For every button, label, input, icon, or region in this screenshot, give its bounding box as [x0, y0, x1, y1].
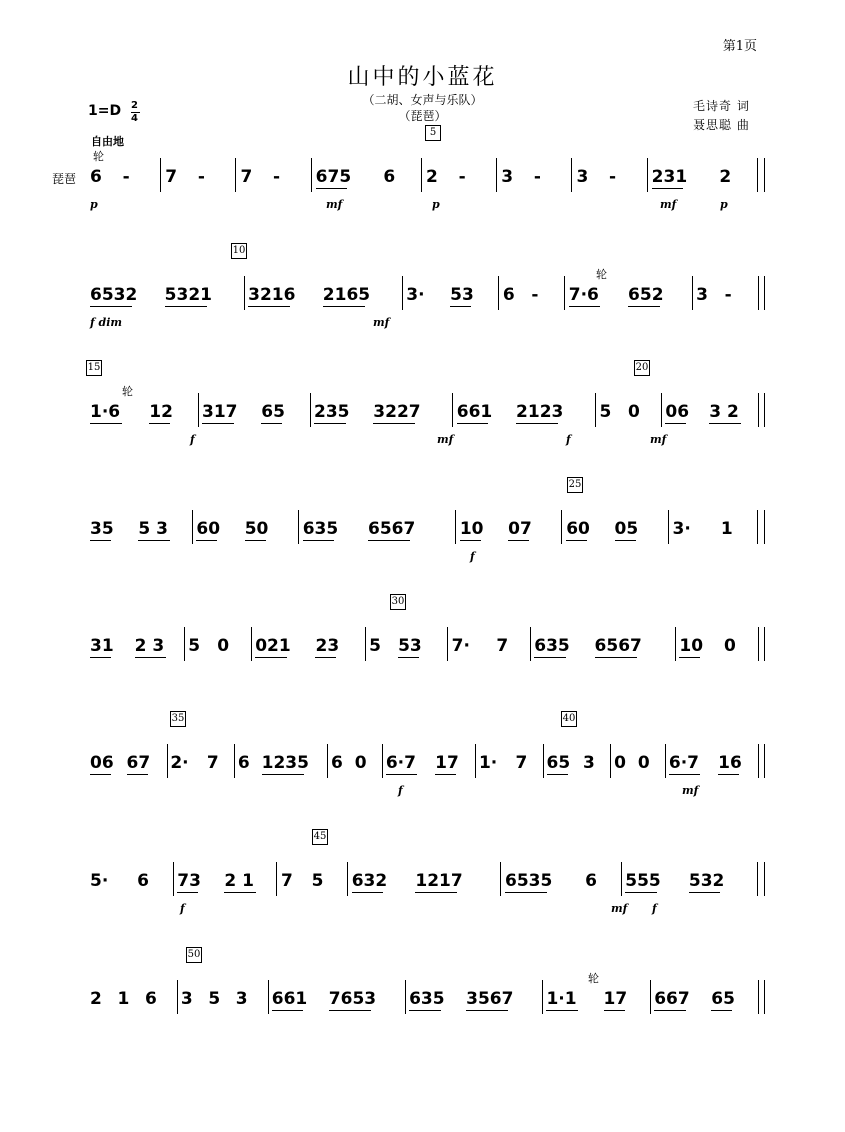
dynamic-marking: f: [652, 902, 657, 915]
barline: [668, 510, 669, 544]
note-group: 635: [534, 636, 570, 656]
barline: [757, 510, 758, 544]
barline: [610, 744, 611, 778]
note-group: 0: [614, 753, 626, 773]
beam-underline: [90, 423, 122, 424]
note-group: -: [609, 167, 617, 187]
beam-underline: [460, 540, 481, 541]
barline: [758, 393, 759, 427]
note-group: 5321: [164, 285, 212, 305]
note-group: 60: [196, 519, 221, 539]
beam-underline: [654, 1010, 686, 1011]
beam-underline: [368, 540, 410, 541]
beam-underline: [316, 188, 348, 189]
barline: [564, 276, 565, 310]
barline: [764, 862, 765, 896]
beam-underline: [466, 1010, 508, 1011]
beam-underline: [127, 774, 148, 775]
note-group: 12: [149, 402, 173, 422]
beam-underline: [546, 1010, 578, 1011]
note-group: 5: [208, 989, 221, 1009]
note-group: 3: [501, 167, 514, 187]
beam-underline: [314, 423, 346, 424]
note-group: -: [122, 167, 130, 187]
note-group: 3: [235, 989, 248, 1009]
dynamic-marking: f: [398, 784, 403, 797]
barline: [310, 393, 311, 427]
note-group: 2 3: [134, 636, 165, 656]
note-group: 6·7: [668, 753, 699, 773]
note-group: 1·1: [546, 989, 577, 1009]
barline: [311, 158, 312, 192]
beam-underline: [625, 892, 657, 893]
note-group: 021: [255, 636, 291, 656]
note-group: 2: [426, 167, 438, 187]
note-group: 1·6: [90, 402, 121, 422]
note-group: 73: [177, 871, 201, 891]
note-group: 07: [508, 519, 532, 539]
barline: [421, 158, 422, 192]
beam-underline: [689, 892, 721, 893]
note-group: 6567: [367, 519, 416, 539]
note-group: 60: [566, 519, 590, 539]
beam-underline: [435, 774, 456, 775]
note-group: 0: [724, 636, 736, 656]
barline: [365, 627, 366, 661]
barline: [764, 510, 765, 544]
beam-underline: [604, 1010, 625, 1011]
note-group: 7: [240, 167, 253, 187]
dynamic-marking: f dim: [90, 316, 123, 329]
note-group: 6535: [504, 871, 553, 891]
note-group: 231: [651, 167, 688, 187]
beam-underline: [709, 423, 741, 424]
technique-marking: 轮: [596, 268, 607, 281]
beam-underline: [138, 540, 170, 541]
measure-number: 50: [186, 947, 202, 963]
beam-underline: [457, 423, 489, 424]
note-group: 06: [90, 753, 114, 773]
barline: [650, 980, 651, 1014]
barline: [561, 510, 562, 544]
beam-underline: [315, 657, 336, 658]
beam-underline: [595, 657, 637, 658]
instrument-label: 琵琶: [52, 172, 77, 186]
dynamic-marking: p: [432, 198, 440, 211]
note-group: 3: [583, 753, 595, 773]
note-group: 2: [719, 167, 732, 187]
barline: [500, 862, 501, 896]
note-group: 10: [679, 636, 704, 656]
beam-underline: [177, 892, 198, 893]
note-group: 5·: [90, 871, 109, 891]
note-group: 23: [315, 636, 340, 656]
note-group: 35: [90, 519, 114, 539]
lyricist-credit: 毛诗奇 词: [693, 99, 750, 113]
beam-underline: [261, 423, 282, 424]
barline: [244, 276, 245, 310]
barline: [455, 510, 456, 544]
note-group: 05: [614, 519, 639, 539]
note-group: 3567: [466, 989, 514, 1009]
barline: [764, 744, 765, 778]
measure-number: 40: [561, 711, 577, 727]
note-group: 50: [244, 519, 269, 539]
barline: [498, 276, 499, 310]
beam-underline: [534, 657, 566, 658]
note-group: 1235: [261, 753, 309, 773]
note-group: 5: [599, 402, 612, 422]
beam-underline: [224, 892, 256, 893]
dynamic-marking: mf: [682, 784, 699, 797]
beam-underline: [165, 306, 207, 307]
dynamic-marking: mf: [660, 198, 677, 211]
barline: [764, 393, 765, 427]
note-group: 3: [576, 167, 589, 187]
beam-underline: [505, 892, 547, 893]
beam-underline: [386, 774, 418, 775]
note-group: 3: [696, 285, 708, 305]
note-group: 7: [280, 871, 293, 891]
barline: [452, 393, 453, 427]
note-group: 317: [202, 402, 238, 422]
note-group: 53: [398, 636, 422, 656]
beam-underline: [272, 1010, 304, 1011]
barline: [276, 862, 277, 896]
note-group: -: [531, 285, 539, 305]
beam-underline: [711, 1010, 732, 1011]
note-group: 65: [711, 989, 735, 1009]
barline: [665, 744, 666, 778]
note-group: 6: [502, 285, 515, 305]
beam-underline: [245, 540, 266, 541]
barline: [184, 627, 185, 661]
note-group: 3·: [406, 285, 425, 305]
barline: [571, 158, 572, 192]
measure-number: 5: [425, 125, 441, 141]
measure-number: 45: [312, 829, 328, 845]
barline: [543, 744, 544, 778]
note-group: 7653: [328, 989, 377, 1009]
note-group: 53: [450, 285, 474, 305]
note-group: 2165: [322, 285, 371, 305]
technique-marking: 轮: [588, 972, 599, 985]
beam-underline: [508, 540, 529, 541]
barline: [757, 158, 758, 192]
beam-underline: [669, 774, 701, 775]
measure-number: 25: [567, 477, 583, 493]
technique-marking: 轮: [122, 385, 133, 398]
barline: [173, 862, 174, 896]
beam-underline: [718, 774, 739, 775]
note-group: 10: [459, 519, 484, 539]
note-group: 3216: [248, 285, 296, 305]
note-group: 661: [271, 989, 308, 1009]
dynamic-marking: mf: [326, 198, 343, 211]
note-group: 3·: [672, 519, 691, 539]
note-group: 6: [237, 753, 250, 773]
dynamic-marking: mf: [437, 433, 454, 446]
note-group: 635: [409, 989, 445, 1009]
subtitle: （二胡、女声与乐队）: [362, 93, 483, 107]
beam-underline: [415, 892, 457, 893]
measure-number: 10: [231, 243, 247, 259]
note-group: 7: [515, 753, 528, 773]
note-group: -: [273, 167, 281, 187]
dynamic-marking: f: [566, 433, 571, 446]
note-group: 7: [165, 167, 178, 187]
barline: [382, 744, 383, 778]
barline: [192, 510, 193, 544]
barline: [177, 980, 178, 1014]
note-group: 16: [718, 753, 742, 773]
beam-underline: [329, 1010, 371, 1011]
note-group: 67: [126, 753, 151, 773]
measure-number: 20: [634, 360, 650, 376]
note-group: -: [197, 167, 205, 187]
beam-underline: [262, 774, 304, 775]
barline: [661, 393, 662, 427]
note-group: 5 3: [138, 519, 168, 539]
note-group: -: [533, 167, 541, 187]
note-group: 31: [90, 636, 114, 656]
beam-underline: [450, 306, 471, 307]
barline: [595, 393, 596, 427]
note-group: 3227: [373, 402, 421, 422]
note-group: 1217: [415, 871, 463, 891]
note-group: 3 2: [709, 402, 739, 422]
dynamic-marking: mf: [373, 316, 390, 329]
barline: [167, 744, 168, 778]
barline: [758, 276, 759, 310]
beam-underline: [248, 306, 290, 307]
note-group: 1·: [478, 753, 498, 773]
barline: [160, 158, 161, 192]
beam-underline: [202, 423, 234, 424]
note-group: 0: [217, 636, 230, 656]
barline: [692, 276, 693, 310]
barline: [757, 862, 758, 896]
key-signature: 1=D: [88, 103, 122, 119]
note-group: 65: [261, 402, 285, 422]
barline: [758, 627, 759, 661]
note-group: 7·: [451, 636, 470, 656]
barline: [347, 862, 348, 896]
beam-underline: [303, 540, 335, 541]
note-group: 17: [603, 989, 628, 1009]
barline: [647, 158, 648, 192]
barline: [198, 393, 199, 427]
piece-title: 山中的小蓝花: [347, 65, 498, 90]
beam-underline: [196, 540, 217, 541]
barline: [530, 627, 531, 661]
note-group: 5: [369, 636, 381, 656]
beam-underline: [547, 774, 568, 775]
beam-underline: [90, 774, 111, 775]
note-group: 0: [637, 753, 650, 773]
beam-underline: [90, 657, 111, 658]
barline: [758, 744, 759, 778]
note-group: 652: [628, 285, 664, 305]
beam-underline: [352, 892, 384, 893]
note-group: 5: [188, 636, 201, 656]
note-group: 6567: [594, 636, 642, 656]
time-signature-numerator: 2: [131, 100, 138, 111]
barline: [447, 627, 448, 661]
barline: [251, 627, 252, 661]
dynamic-marking: p: [720, 198, 728, 211]
barline: [496, 158, 497, 192]
time-signature-denominator: 4: [131, 113, 138, 124]
note-group: 632: [351, 871, 388, 891]
beam-underline: [566, 540, 587, 541]
note-group: 1: [117, 989, 130, 1009]
note-group: 3: [180, 989, 193, 1009]
barline: [764, 276, 765, 310]
barline: [235, 158, 236, 192]
note-group: 635: [302, 519, 339, 539]
barline: [234, 744, 235, 778]
technique-marking: 轮: [93, 150, 104, 163]
measure-number: 30: [390, 594, 406, 610]
barline: [268, 980, 269, 1014]
beam-underline: [409, 1010, 441, 1011]
barline: [764, 158, 765, 192]
beam-underline: [628, 306, 660, 307]
dynamic-marking: f: [190, 433, 195, 446]
beam-underline: [90, 540, 111, 541]
beam-underline: [255, 657, 287, 658]
note-group: 7·6: [568, 285, 599, 305]
note-group: 5: [311, 871, 324, 891]
note-group: 2 1: [224, 871, 254, 891]
beam-underline: [679, 657, 700, 658]
beam-underline: [652, 188, 684, 189]
note-group: 2·: [170, 753, 189, 773]
barline: [675, 627, 676, 661]
barline: [298, 510, 299, 544]
note-group: 6: [90, 167, 102, 187]
note-group: 2: [90, 989, 102, 1009]
dynamic-marking: f: [470, 550, 475, 563]
part-name: （琵琶）: [398, 109, 447, 123]
note-group: 2123: [516, 402, 564, 422]
barline: [402, 276, 403, 310]
note-group: 7: [496, 636, 509, 656]
note-group: 6: [137, 871, 149, 891]
barline: [405, 980, 406, 1014]
note-group: 667: [654, 989, 690, 1009]
note-group: -: [458, 167, 466, 187]
dynamic-marking: p: [90, 198, 98, 211]
measure-number: 15: [86, 360, 102, 376]
note-group: 675: [315, 167, 352, 187]
note-group: 6532: [90, 285, 138, 305]
beam-underline: [398, 657, 419, 658]
note-group: 235: [314, 402, 350, 422]
beam-underline: [323, 306, 365, 307]
note-group: 6·7: [385, 753, 416, 773]
note-group: 555: [625, 871, 661, 891]
dynamic-marking: mf: [611, 902, 628, 915]
beam-underline: [615, 540, 636, 541]
beam-underline: [665, 423, 686, 424]
note-group: 65: [546, 753, 571, 773]
barline: [764, 627, 765, 661]
barline: [758, 980, 759, 1014]
barline: [327, 744, 328, 778]
note-group: -: [724, 285, 732, 305]
measure-number: 35: [170, 711, 186, 727]
note-group: 532: [688, 871, 725, 891]
barline: [621, 862, 622, 896]
note-group: 1: [720, 519, 733, 539]
note-group: 0: [628, 402, 640, 422]
beam-underline: [516, 423, 558, 424]
barline: [475, 744, 476, 778]
beam-underline: [149, 423, 170, 424]
page-number: 第1页: [722, 39, 757, 54]
composer-credit: 聂思聪 曲: [693, 118, 750, 132]
note-group: 7: [206, 753, 219, 773]
barline: [542, 980, 543, 1014]
note-group: 17: [435, 753, 459, 773]
note-group: 6: [144, 989, 157, 1009]
note-group: 661: [456, 402, 493, 422]
note-group: 6: [585, 871, 597, 891]
note-group: 6: [383, 167, 396, 187]
beam-underline: [569, 306, 601, 307]
dynamic-marking: f: [180, 902, 185, 915]
tempo-marking: 自由地: [91, 135, 124, 148]
dynamic-marking: mf: [650, 433, 667, 446]
note-group: 06: [665, 402, 690, 422]
note-group: 6: [331, 753, 343, 773]
beam-underline: [135, 657, 167, 658]
barline: [764, 980, 765, 1014]
note-group: 0: [354, 753, 367, 773]
beam-underline: [90, 306, 132, 307]
beam-underline: [373, 423, 415, 424]
